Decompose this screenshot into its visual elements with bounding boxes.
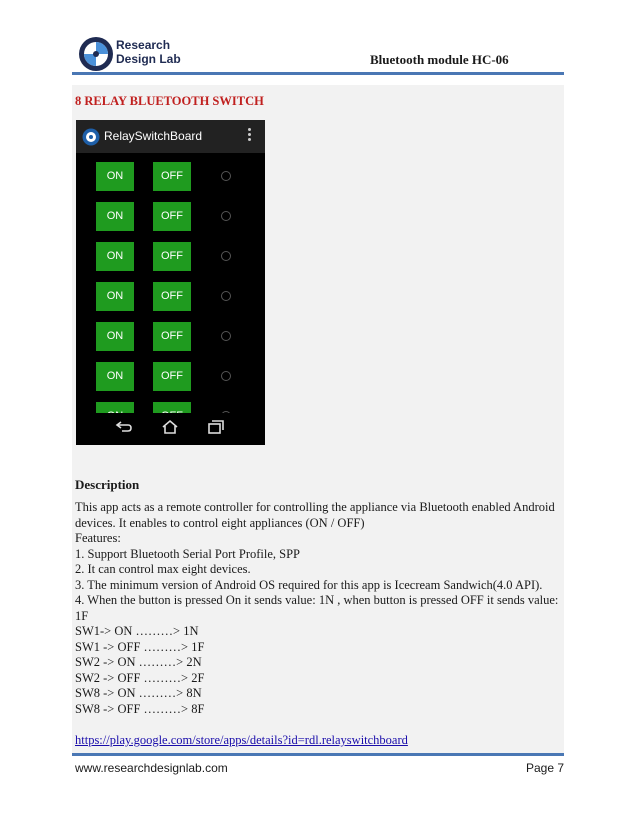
description-line: SW8 -> ON ………> 8N	[75, 686, 202, 700]
on-button[interactable]: ON	[96, 202, 134, 231]
play-store-link[interactable]: https://play.google.com/store/apps/details?id=rdl.relayswitchboard	[75, 733, 408, 747]
off-button[interactable]: OFF	[153, 162, 191, 191]
description-line: Features:	[75, 531, 121, 545]
overflow-menu-icon[interactable]	[248, 128, 252, 144]
section-title: 8 RELAY BLUETOOTH SWITCH	[75, 94, 264, 108]
status-radio[interactable]	[221, 291, 231, 301]
on-button[interactable]: ON	[96, 322, 134, 351]
page-header	[0, 0, 638, 80]
footer-website: www.researchdesignlab.com	[75, 761, 228, 775]
brand-name	[116, 38, 181, 66]
app-screenshot	[76, 120, 265, 445]
home-icon[interactable]	[160, 419, 180, 435]
description-line: 4. When the button is pressed On it sends value: 1N , when button is pressed OFF it sends value:	[75, 593, 559, 607]
relay-row	[76, 242, 265, 282]
back-icon[interactable]	[114, 419, 134, 435]
description-line: SW1-> ON ………> 1N	[75, 624, 199, 638]
relay-row	[76, 322, 265, 362]
description-line: This app acts as a remote controller for controlling the appliance via Bluetooth enabled Android	[75, 500, 555, 514]
relay-row	[76, 202, 265, 242]
off-button[interactable]: OFF	[153, 322, 191, 351]
description-line: devices. It enables to control eight appliances (ON / OFF)	[75, 515, 365, 530]
status-radio[interactable]	[221, 211, 231, 221]
off-button[interactable]: OFF	[153, 282, 191, 311]
relay-row	[76, 162, 265, 202]
status-radio[interactable]	[221, 331, 231, 341]
header-divider	[72, 72, 564, 75]
on-button[interactable]: ON	[96, 242, 134, 271]
app-action-bar	[76, 120, 265, 153]
description-body	[75, 500, 563, 717]
status-radio[interactable]	[221, 251, 231, 261]
relay-row	[76, 362, 265, 402]
footer-divider	[72, 753, 564, 756]
description-line: 1F	[75, 608, 89, 623]
document-title: Bluetooth module HC-06	[370, 52, 509, 67]
on-button[interactable]: ON	[96, 362, 134, 391]
app-icon	[82, 128, 100, 146]
relay-switch-list	[76, 162, 265, 442]
description-heading: Description	[75, 477, 140, 492]
description-line: SW2 -> OFF ………> 2F	[75, 670, 205, 685]
description-line: 3. The minimum version of Android OS required for this app is Icecream Sandwich(4.0 API).	[75, 577, 543, 592]
brand-line-2: Design Lab	[116, 52, 181, 66]
status-radio[interactable]	[221, 371, 231, 381]
description-line: SW8 -> OFF ………> 8F	[75, 701, 205, 716]
research-design-lab-logo	[78, 36, 114, 72]
off-button[interactable]: OFF	[153, 202, 191, 231]
description-line: SW1 -> OFF ………> 1F	[75, 639, 205, 654]
on-button[interactable]: ON	[96, 282, 134, 311]
description-line: 2. It can control max eight devices.	[75, 562, 251, 576]
app-title: RelaySwitchBoard	[104, 129, 203, 143]
on-button[interactable]: ON	[96, 162, 134, 191]
status-radio[interactable]	[221, 171, 231, 181]
brand-line-1: Research	[116, 38, 171, 52]
page-number: Page 7	[526, 761, 565, 775]
off-button[interactable]: OFF	[153, 362, 191, 391]
android-nav-bar	[76, 413, 265, 445]
description-line: SW2 -> ON ………> 2N	[75, 655, 202, 669]
relay-row	[76, 282, 265, 322]
description-line: 1. Support Bluetooth Serial Port Profile, SPP	[75, 546, 301, 561]
recent-apps-icon[interactable]	[206, 419, 226, 435]
off-button[interactable]: OFF	[153, 242, 191, 271]
